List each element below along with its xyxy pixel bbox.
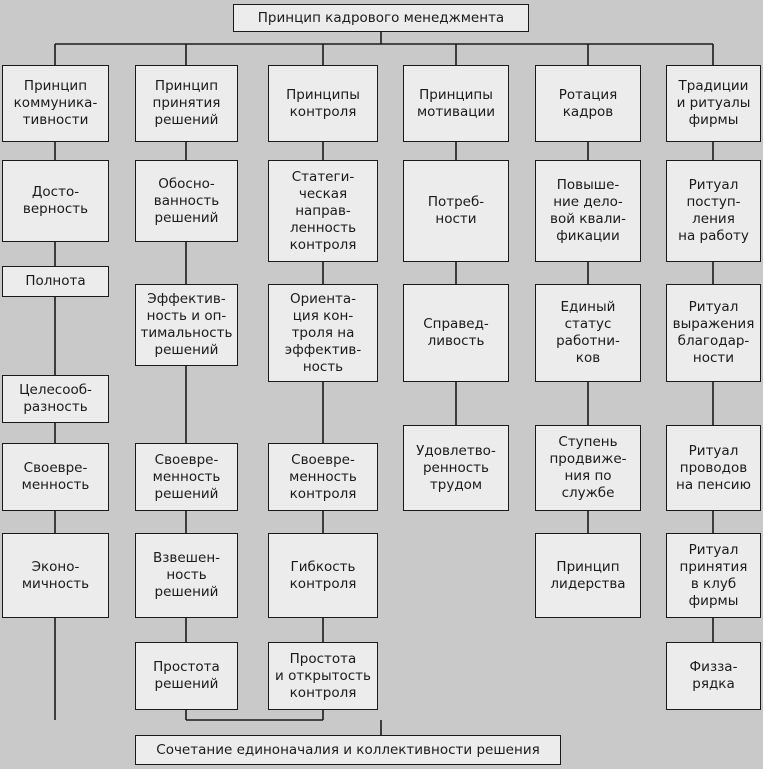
item-ritual-gratitude: Ритуал выражения благодар- ности [666,284,761,382]
item-ritual-club: Ритуал принятия в клуб фирмы [666,533,761,618]
item-ritual-hiring: Ритуал поступ- ления на работу [666,160,761,262]
item-unified-status: Единый статус работни- ков [535,284,641,382]
item-job-satisfaction: Удовлетво- ренность трудом [403,425,509,511]
item-decision-simplicity: Простота решений [135,642,238,710]
item-decision-validity: Обосно- ванность решений [135,160,238,242]
item-control-effectiveness: Ориента- ция кон- троля на эффектив- ность [268,284,378,382]
item-timeliness: Своевре- менность [2,443,109,511]
header-communication: Принцип коммуника- тивности [2,65,109,142]
item-leadership: Принцип лидерства [535,533,641,618]
item-qualification: Повыше- ние дело- вой квали- фикации [535,160,641,262]
item-reliability: Досто- верность [2,160,109,242]
header-motivation: Принципы мотивации [403,65,509,142]
item-control-openness: Простота и открытость контроля [268,642,378,710]
item-decision-timeliness: Своевре- менность решений [135,443,238,511]
item-expediency: Целесооб- разность [2,375,109,423]
footer-box: Сочетание единоначалия и коллективности решения [135,735,561,765]
header-control: Принципы контроля [268,65,378,142]
item-exercise: Физза- рядка [666,642,761,710]
header-rotation: Ротация кадров [535,65,641,142]
item-completeness: Полнота [2,266,109,297]
item-career-step: Ступень продвиже- ния по службе [535,425,641,511]
item-decision-balance: Взвешен- ность решений [135,533,238,618]
item-control-flexibility: Гибкость контроля [268,533,378,618]
item-control-timeliness: Своевре- менность контроля [268,443,378,511]
header-decisions: Принцип принятия решений [135,65,238,142]
item-efficiency: Эконо- мичность [2,533,109,618]
item-control-strategic: Статеги- ческая направ- ленность контроля [268,160,378,262]
root-box: Принцип кадрового менеджмента [233,4,529,32]
header-traditions: Традиции и ритуалы фирмы [666,65,761,142]
item-ritual-retirement: Ритуал проводов на пенсию [666,425,761,511]
item-needs: Потреб- ности [403,160,509,262]
item-fairness: Справед- ливость [403,284,509,382]
item-decision-effectiveness: Эффектив- ность и оп- тимальность решений [135,284,238,366]
